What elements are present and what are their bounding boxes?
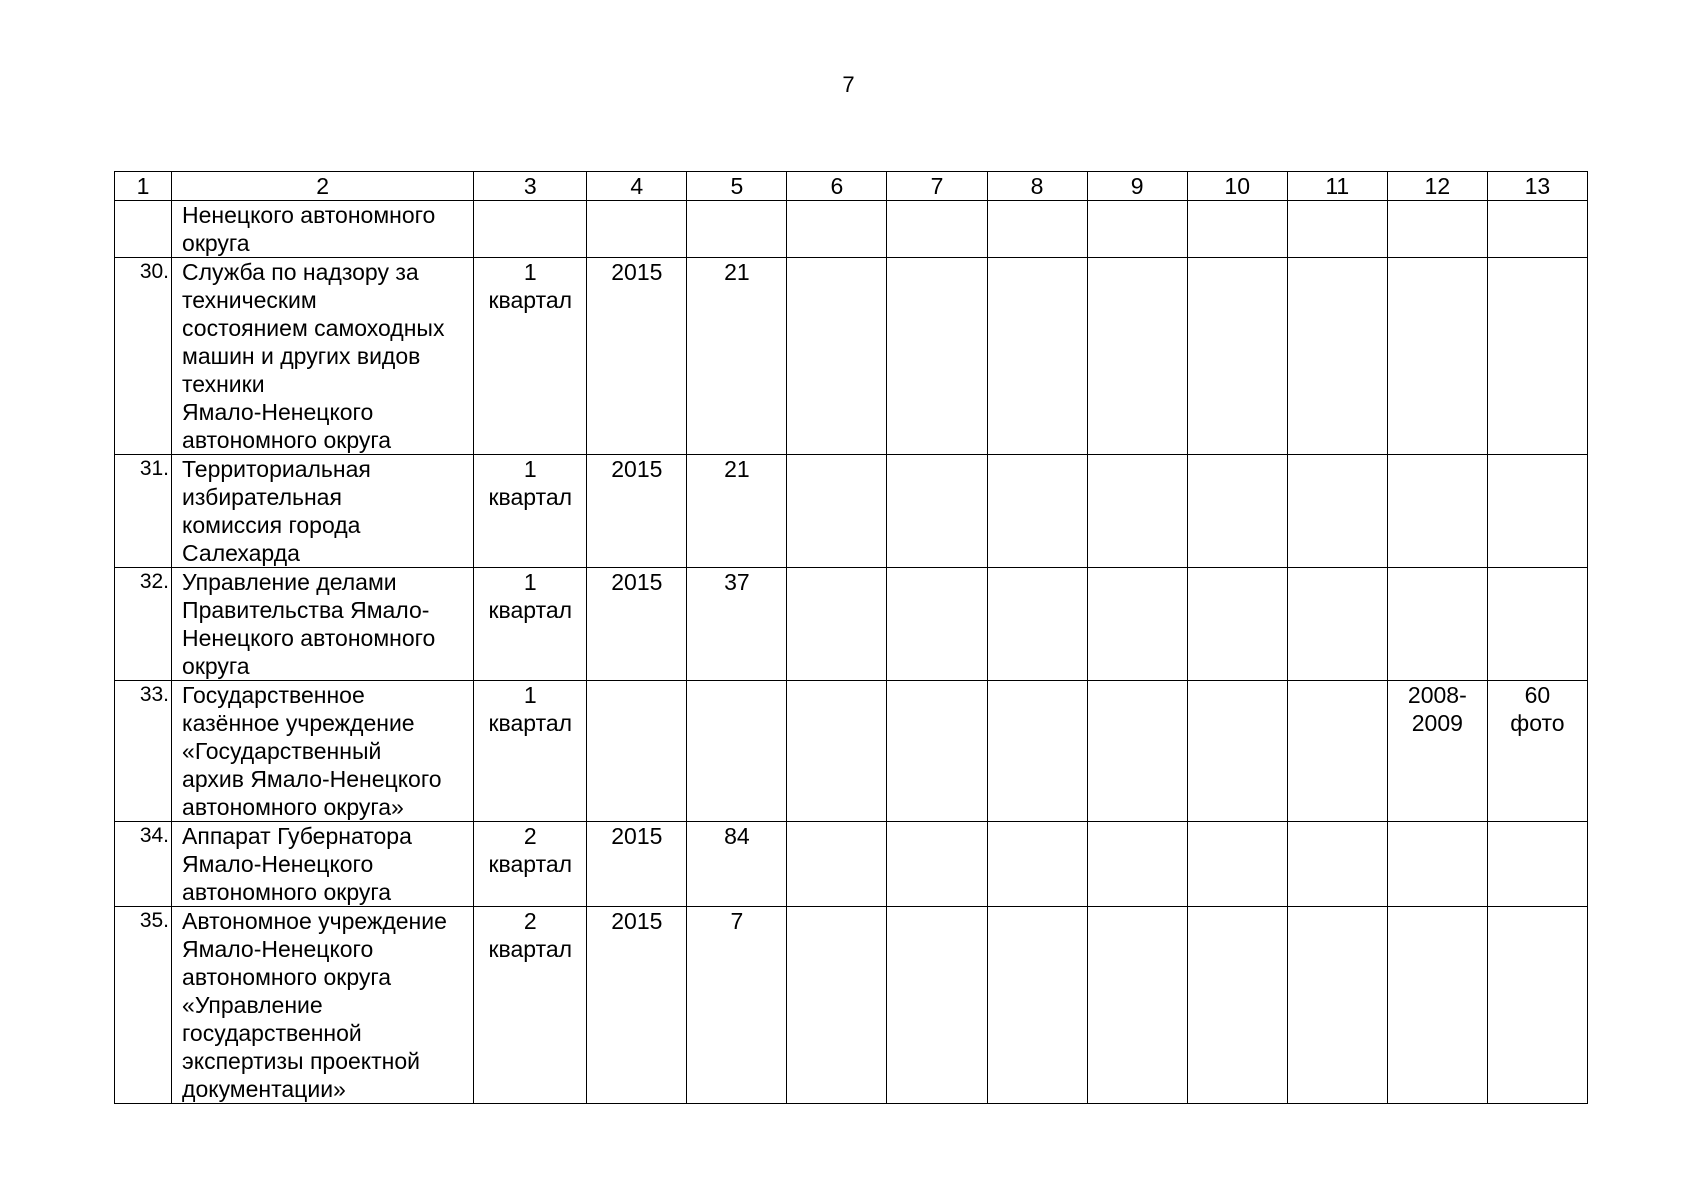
- period-cell: [1387, 455, 1487, 568]
- table-row: [115, 455, 1588, 568]
- quarter-line: 1: [523, 682, 537, 708]
- photo-count-line: 60: [1524, 682, 1551, 708]
- organization-name-line: «Управление: [182, 992, 323, 1018]
- organization-name-cell: [172, 681, 474, 822]
- organization-name-line: Ненецкого автономного: [182, 202, 436, 228]
- header-cell-3: 3: [474, 172, 587, 201]
- quarter-line: квартал: [488, 484, 573, 510]
- empty-cell-col-8: [987, 568, 1087, 681]
- organization-name-line: документации»: [182, 1076, 346, 1102]
- organization-name-line: Территориальная: [182, 456, 371, 482]
- empty-cell-col-6: [787, 907, 887, 1104]
- organization-name-line: избирательная: [182, 484, 342, 510]
- header-cell-11: 11: [1287, 172, 1387, 201]
- empty-cell-col-10: [1187, 455, 1287, 568]
- organization-name-line: Ямало-Ненецкого: [182, 936, 374, 962]
- quarter-cell: [474, 907, 587, 1104]
- table-row: [115, 822, 1588, 907]
- empty-cell-col-6: [787, 822, 887, 907]
- empty-cell-col-10: [1187, 907, 1287, 1104]
- quarter-line: 2: [523, 823, 537, 849]
- table-row: [115, 907, 1588, 1104]
- header-cell-5: 5: [687, 172, 787, 201]
- empty-cell-col-8: [987, 907, 1087, 1104]
- table-row: [115, 201, 1588, 258]
- empty-cell-col-11: [1287, 568, 1387, 681]
- organization-name-cell: [172, 455, 474, 568]
- period-cell: [1387, 201, 1487, 258]
- organization-name-line: государственной: [182, 1020, 362, 1046]
- year-cell: 2015: [587, 907, 687, 1104]
- quarter-line: квартал: [488, 936, 573, 962]
- row-number-cell: 33.: [115, 681, 172, 822]
- period-cell: [1387, 681, 1487, 822]
- header-cell-4: 4: [587, 172, 687, 201]
- count-cell: 21: [687, 455, 787, 568]
- empty-cell-col-11: [1287, 258, 1387, 455]
- count-cell: [687, 681, 787, 822]
- organization-name-line: техническим: [182, 287, 317, 313]
- organization-name-line: Служба по надзору за: [182, 259, 419, 285]
- empty-cell-col-6: [787, 201, 887, 258]
- table-body: [115, 172, 1588, 1104]
- photo-count-cell: [1487, 568, 1587, 681]
- empty-cell-col-9: [1087, 455, 1187, 568]
- empty-cell-col-6: [787, 455, 887, 568]
- period-cell: [1387, 822, 1487, 907]
- empty-cell-col-11: [1287, 455, 1387, 568]
- quarter-cell: [474, 568, 587, 681]
- empty-cell-col-7: [887, 201, 987, 258]
- empty-cell-col-11: [1287, 822, 1387, 907]
- header-cell-2: 2: [172, 172, 474, 201]
- organization-name-line: Правительства Ямало-: [182, 597, 430, 623]
- count-cell: 7: [687, 907, 787, 1104]
- header-cell-13: 13: [1487, 172, 1587, 201]
- organization-name-line: Ненецкого автономного: [182, 625, 436, 651]
- empty-cell-col-8: [987, 258, 1087, 455]
- organization-name-cell: [172, 907, 474, 1104]
- organization-name-line: Автономное учреждение: [182, 908, 447, 934]
- empty-cell-col-7: [887, 822, 987, 907]
- photo-count-line: фото: [1510, 710, 1565, 736]
- table-row: [115, 258, 1588, 455]
- count-cell: 21: [687, 258, 787, 455]
- document-table: [114, 171, 1588, 1104]
- header-cell-10: 10: [1187, 172, 1287, 201]
- quarter-cell: [474, 681, 587, 822]
- photo-count-cell: [1487, 907, 1587, 1104]
- year-cell: 2015: [587, 258, 687, 455]
- organization-name-line: автономного округа»: [182, 794, 404, 820]
- row-number-cell: 30.: [115, 258, 172, 455]
- count-cell: 37: [687, 568, 787, 681]
- quarter-line: 1: [523, 456, 537, 482]
- organization-name-line: автономного округа: [182, 879, 392, 905]
- photo-count-cell: [1487, 258, 1587, 455]
- quarter-cell: [474, 258, 587, 455]
- quarter-line: 1: [523, 569, 537, 595]
- photo-count-cell: [1487, 201, 1587, 258]
- quarter-line: квартал: [488, 597, 573, 623]
- table-header-row: [115, 172, 1588, 201]
- empty-cell-col-10: [1187, 258, 1287, 455]
- header-cell-6: 6: [787, 172, 887, 201]
- empty-cell-col-6: [787, 568, 887, 681]
- organization-name-line: экспертизы проектной: [182, 1048, 420, 1074]
- period-cell: [1387, 568, 1487, 681]
- organization-name-line: Государственное: [182, 682, 365, 708]
- period-line: 2009: [1411, 710, 1463, 736]
- empty-cell-col-9: [1087, 907, 1187, 1104]
- photo-count-cell: [1487, 681, 1587, 822]
- empty-cell-col-6: [787, 258, 887, 455]
- quarter-line: 1: [523, 259, 537, 285]
- organization-name-line: автономного округа: [182, 964, 392, 990]
- table-row: [115, 681, 1588, 822]
- year-cell: 2015: [587, 822, 687, 907]
- empty-cell-col-11: [1287, 907, 1387, 1104]
- organization-name-line: Салехарда: [182, 540, 300, 566]
- year-cell: 2015: [587, 568, 687, 681]
- organization-name-line: машин и других видов: [182, 343, 421, 369]
- empty-cell-col-11: [1287, 681, 1387, 822]
- header-cell-8: 8: [987, 172, 1087, 201]
- organization-name-line: Ямало-Ненецкого: [182, 851, 374, 877]
- organization-name-line: архив Ямало-Ненецкого: [182, 766, 442, 792]
- period-cell: [1387, 258, 1487, 455]
- year-cell: 2015: [587, 455, 687, 568]
- organization-name-line: техники: [182, 371, 265, 397]
- quarter-line: квартал: [488, 710, 573, 736]
- empty-cell-col-7: [887, 258, 987, 455]
- year-cell: [587, 681, 687, 822]
- header-cell-1: 1: [115, 172, 172, 201]
- organization-name-line: округа: [182, 230, 250, 256]
- count-cell: 84: [687, 822, 787, 907]
- organization-name-cell: [172, 201, 474, 258]
- empty-cell-col-8: [987, 822, 1087, 907]
- table-row: [115, 568, 1588, 681]
- empty-cell-col-10: [1187, 201, 1287, 258]
- row-number-cell: 31.: [115, 455, 172, 568]
- quarter-cell: [474, 455, 587, 568]
- organization-name-line: автономного округа: [182, 427, 392, 453]
- page-number: 7: [842, 72, 855, 97]
- organization-name-line: Аппарат Губернатора: [182, 823, 412, 849]
- empty-cell-col-7: [887, 568, 987, 681]
- empty-cell-col-10: [1187, 681, 1287, 822]
- organization-name-cell: [172, 568, 474, 681]
- organization-name-cell: [172, 822, 474, 907]
- period-line: 2008-: [1407, 682, 1467, 708]
- quarter-line: квартал: [488, 287, 573, 313]
- photo-count-cell: [1487, 822, 1587, 907]
- empty-cell-col-6: [787, 681, 887, 822]
- organization-name-line: казённое учреждение: [182, 710, 415, 736]
- empty-cell-col-9: [1087, 201, 1187, 258]
- quarter-cell: [474, 201, 587, 258]
- empty-cell-col-7: [887, 455, 987, 568]
- empty-cell-col-9: [1087, 681, 1187, 822]
- quarter-line: 2: [523, 908, 537, 934]
- year-cell: [587, 201, 687, 258]
- empty-cell-col-7: [887, 907, 987, 1104]
- empty-cell-col-8: [987, 455, 1087, 568]
- empty-cell-col-9: [1087, 822, 1187, 907]
- organization-name-line: Ямало-Ненецкого: [182, 399, 374, 425]
- empty-cell-col-8: [987, 201, 1087, 258]
- organization-name-line: комиссия города: [182, 512, 361, 538]
- organization-name-line: Управление делами: [182, 569, 397, 595]
- photo-count-cell: [1487, 455, 1587, 568]
- row-number-cell: 32.: [115, 568, 172, 681]
- empty-cell-col-9: [1087, 258, 1187, 455]
- header-cell-7: 7: [887, 172, 987, 201]
- organization-name-cell: [172, 258, 474, 455]
- organization-name-line: округа: [182, 653, 250, 679]
- organization-name-line: состоянием самоходных: [182, 315, 445, 341]
- empty-cell-col-7: [887, 681, 987, 822]
- empty-cell-col-8: [987, 681, 1087, 822]
- period-cell: [1387, 907, 1487, 1104]
- quarter-cell: [474, 822, 587, 907]
- empty-cell-col-10: [1187, 568, 1287, 681]
- organization-name-line: «Государственный: [182, 738, 382, 764]
- count-cell: [687, 201, 787, 258]
- header-cell-12: 12: [1387, 172, 1487, 201]
- empty-cell-col-9: [1087, 568, 1187, 681]
- row-number-cell: [115, 201, 172, 258]
- row-number-cell: 35.: [115, 907, 172, 1104]
- empty-cell-col-11: [1287, 201, 1387, 258]
- header-cell-9: 9: [1087, 172, 1187, 201]
- quarter-line: квартал: [488, 851, 573, 877]
- empty-cell-col-10: [1187, 822, 1287, 907]
- row-number-cell: 34.: [115, 822, 172, 907]
